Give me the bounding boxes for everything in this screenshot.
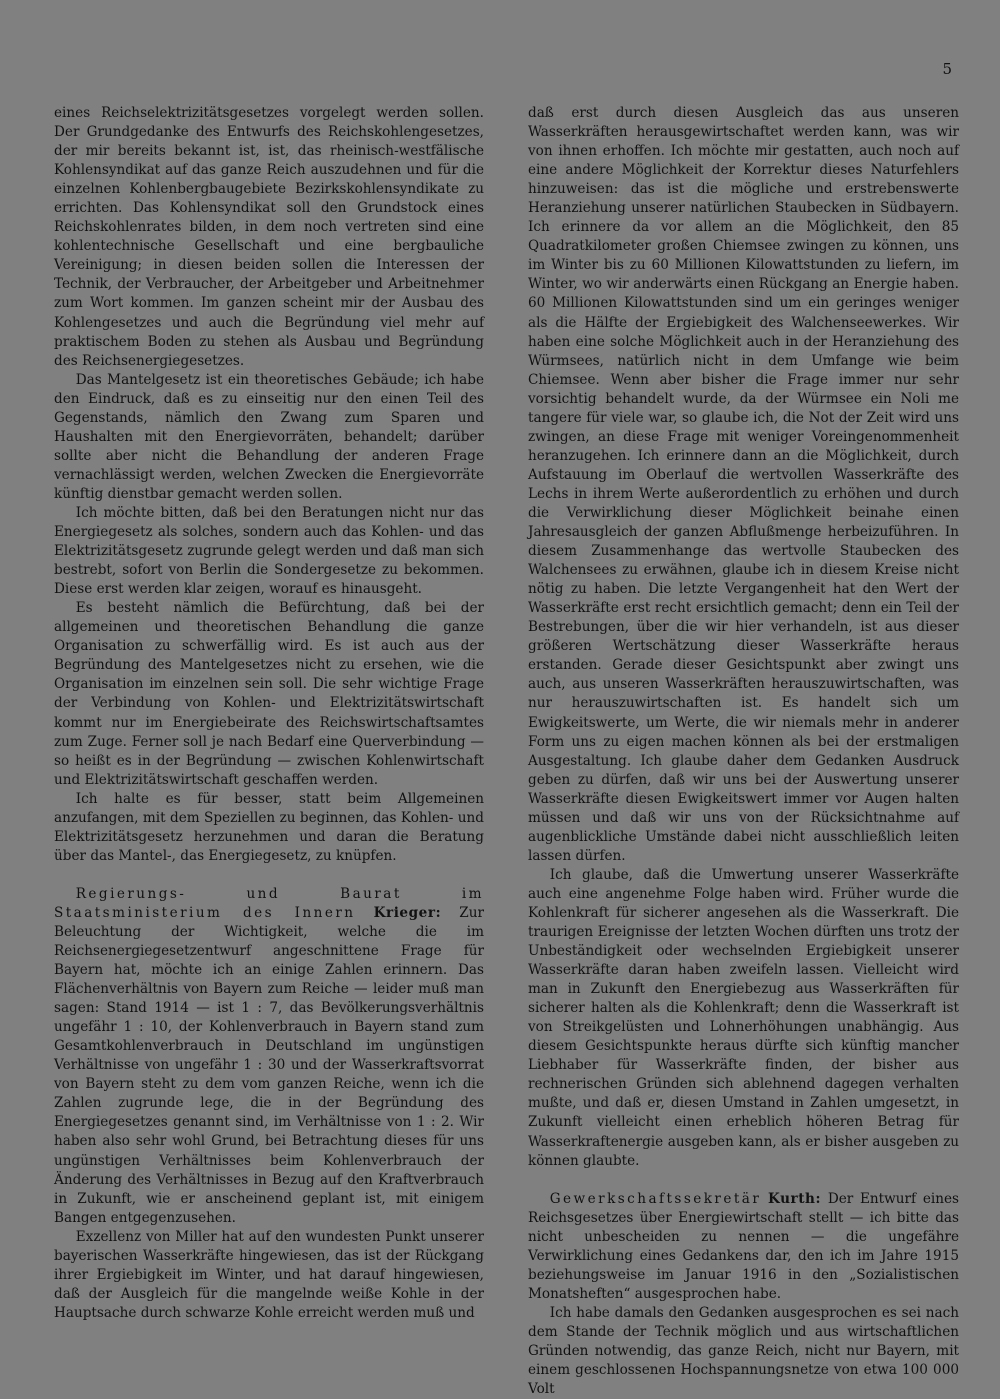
speaker-text: Der Entwurf eines Reichsgesetzes über Energiewirtschaft stellt — ich bitte das nicht unbescheiden zu nennen — die ungefähre Verwirklichung eines Gedankens dar, den ich im Jahre 1915 beziehungsweise im Januar 1916 in den „Sozialistischen Monatsheften“ ausgesprochen habe. — [528, 1190, 959, 1302]
paragraph: Exzellenz von Miller hat auf den wundesten Punkt unserer bayerischen Wasserkräfte hingewiesen, das ist der Rückgang ihrer Ergiebigkeit im Winter, und hat darauf hingewiesen, daß der Ausgleich für die mangelnde weiße Kohle in der Hauptsache durch schwarze Kohle erreicht werden muß und — [54, 1228, 484, 1321]
paragraph: daß erst durch diesen Ausgleich das aus unseren Wasserkräften herausgewirtschaftet werden kann, was wir von ihnen erhoffen. Ich möchte mir gestatten, auch noch auf eine andere Möglichkeit der Korrektur dieses Naturfehlers hinzuweisen: das ist die mögliche und erstrebenswerte Heranziehung unserer natürlichen Staubecken in Südbayern. Ich erinnere da vor allem an die Möglichkeit, den 85 Quadratkilometer großen Chiemsee zwingen zu können, uns im Winter bis zu 60 Millionen Kilowattstunden zu liefern, im Winter, wo wir anderwärts einen Rückgang an Energie haben. 60 Millionen Kilowattstunden sind um ein geringes weniger als die Hälfte der Ergiebigkeit des Walchenseewerkes. Wir haben eine solche Möglichkeit auch in der Heranziehung des Würmsees, natürlich nicht in dem Umfange wie beim Chiemsee. Wenn aber bisher die Frage immer nur sehr vorsichtig behandelt wurde, da der Würmsee ein Noli me tangere für viele war, so glaube ich, die Not der Zeit wird uns zwingen, an diese Frage mit weniger Voreingenommenheit heranzugehen. Ich erinnere dann an die Möglichkeit, durch Aufstauung im Oberlauf die wertvollen Wasserkräfte des Lechs in ihrem Werte außerordentlich zu erhöhen und durch die Verwirklichung dieser Möglichkeit beinahe einen Jahresausgleich der ganzen Abflußmenge herbeizuführen. In diesem Zusammenhange das wertvolle Staubecken des Walchensees zu erwähnen, glaube ich in diesem Kreise nicht nötig zu haben. Die letzte Vergangenheit hat den Wert der Wasserkräfte erst recht ersichtlich gemacht; denn ein Teil der Bestrebungen, über die wir hier verhandeln, ist aus dieser größeren Wertschätzung dieser Wasserkräfte heraus erstanden. Gerade dieser Gesichtspunkt aber zwingt uns auch, aus unseren Wasserkräften herauszuwirtschaften, was nur herauszuwirtschaften ist. Es handelt sich um Ewigkeitswerte, um Werte, die wir niemals mehr in anderer Form uns zu eigen machen können als bei der erstmaligen Ausgestaltung. Ich glaube daher dem Gedanken Ausdruck geben zu dürfen, daß wir uns bei der Auswertung unserer Wasserkräfte diesen Ewigkeitswert immer vor Augen halten müssen und daß wir uns von der Rücksichtnahme auf augenblickliche Umstände dabei nicht ausschließlich leiten lassen dürfen. — [528, 105, 959, 864]
paragraph: Es besteht nämlich die Befürchtung, daß bei der allgemeinen und theoretischen Behandlung die ganze Organisation zu schwerfällig wird. Es ist auch aus der Begründung des Mantelgesetzes nicht zu ersehen, wie die Organisation im einzelnen sein soll. Die sehr wichtige Frage der Verbindung von Kohlen- und Elektrizitätswirtschaft kommt nur im Energiebeirate des Reichswirtschaftsamtes zum Zuge. Ferner soll je nach Bedarf eine Querverbindung — so heißt es in der Begründung — zwischen Kohlenwirtschaft und Elektrizitätswirtschaft geschaffen werden. — [54, 600, 484, 788]
speaker-name: Krieger: — [373, 904, 442, 921]
speaker-role: Gewerkschaftssekretär — [549, 1190, 762, 1207]
speaker-role: Regierungs- und Baurat im Staatsministerium des Innern — [54, 885, 484, 921]
right-column — [528, 104, 959, 1399]
paragraph: Ich habe damals den Gedanken ausgesprochen es sei nach dem Stande der Technik möglich und aus wirtschaftlichen Gründen notwendig, das ganze Reich, nicht nur Bayern, mit einem geschlossenen Hochspannungsnetze von etwa 100 000 Volt — [528, 1304, 959, 1398]
speaker-text: Zur Beleuchtung der Wichtigkeit, welche die im Reichsenergiegesetzentwurf angeschnittene Frage für Bayern hat, möchte ich an einige Zahlen erinnern. Das Flächenverhältnis von Bayern zum Reiche — leider muß man sagen: Stand 1914 — ist 1 : 7, das Bevölkerungsverhältnis ungefähr 1 : 10, der Kohlenverbrauch in Bayern stand zum Gesamtkohlenverbrauch in Deutschland im ungünstigen Verhältnisse von ungefähr 1 : 30 und der Wasserkraftsvorrat von Bayern steht zu dem vom ganzen Reiche, wenn ich die Zahlen zugrunde lege, die in der Begründung des Energiegesetzes genannt sind, im Verhältnisse von 1 : 2. Wir haben also sehr wohl Grund, bei Betrachtung dieses für uns ungünstigen Verhältnisses beim Kohlenverbrauch der Änderung des Verhältnisses in Bezug auf den Kraftverbrauch in Zukunft, wie er anscheinend geplant ist, mit einigem Bangen entgegenzusehen. — [54, 904, 484, 1226]
left-column — [54, 104, 484, 1323]
speaker-name: Kurth: — [768, 1190, 822, 1207]
page-number: 5 — [942, 60, 952, 78]
paragraph: Ich glaube, daß die Umwertung unserer Wasserkräfte auch eine angenehme Folge haben wird. Früher wurde die Kohlenkraft für sicherer angesehen als die Wasserkraft. Die traurigen Ereignisse der letzten Wochen dürften uns trotz der Unbeständigkeit oder wechselnden Ergiebigkeit unserer Wasserkräfte daran haben zweifeln lassen. Vielleicht wird man in Zukunft den Energiebezug aus Wasserkräften für sicherer halten als die Kohlenkraft; denn die Wasserkraft ist von Streikgelüsten und Lohnerhöhungen unabhängig. Aus diesem Gesichtspunkte heraus dürfte sich künftig mancher Liebhaber für Wasserkräfte finden, der bisher aus rechnerischen Gründen sich ablehnend dagegen verhalten mußte, und daß er, diesen Umstand in Zahlen umgesetzt, in Zukunft vielleicht einen erheblich höheren Betrag für Wasserkraftenergie ausgeben kann, als er bisher ausgeben zu können glaubte. — [528, 866, 959, 1169]
paragraph: eines Reichselektrizitätsgesetzes vorgelegt werden sollen. Der Grundgedanke des Entwurfs des Reichskohlengesetzes, der mir bereits bekannt ist, ist, das rheinisch-westfälische Kohlensyndikat auf das ganze Reich auszudehnen und für die einzelnen Kohlenbergbaugebiete Bezirkskohlensyndikate zu errichten. Das Kohlensyndikat soll den Grundstock eines Reichskohlenrates bilden, in dem noch vertreten sind eine kohlentechnische Gesellschaft und eine bergbauliche Vereinigung; in diesen beiden sollen die Interessen der Technik, der Verbraucher, der Arbeitgeber und Arbeitnehmer zum Wort kommen. Im ganzen scheint mir der Ausbau des Kohlengesetzes und auch die Begründung viel mehr auf praktischem Boden zu stehen als Ausbau und Begründung des Reichsenergiegesetzes. — [54, 105, 484, 369]
paragraph: Ich halte es für besser, statt beim Allgemeinen anzufangen, mit dem Speziellen zu beginnen, das Kohlen- und Elektrizitätsgesetz herzunehmen und daran die Beratung über das Mantel-, das Energiegesetz, zu knüpfen. — [54, 790, 484, 864]
paragraph: Das Mantelgesetz ist ein theoretisches Gebäude; ich habe den Eindruck, daß es zu einseitig nur den einen Teil des Gegenstands, nämlich den Zwang zum Sparen und Haushalten mit den Energievorräten, behandelt; darüber sollte aber nicht die Behandlung der anderen Frage vernachlässigt werden, welchen Zwecken die Energievorräte künftig dienstbar gemacht werden sollen. — [54, 371, 484, 502]
speaker-paragraph — [54, 885, 484, 1228]
speaker-paragraph — [528, 1190, 959, 1304]
paragraph: Ich möchte bitten, daß bei den Beratungen nicht nur das Energiegesetz als solches, sondern auch das Kohlen- und das Elektrizitätsgesetz zugrunde gelegt werden und daß man sich bestrebt, sofort von Berlin die Sondergesetze zu bekommen. Diese erst werden klar zeigen, worauf es hinausgeht. — [54, 504, 484, 598]
